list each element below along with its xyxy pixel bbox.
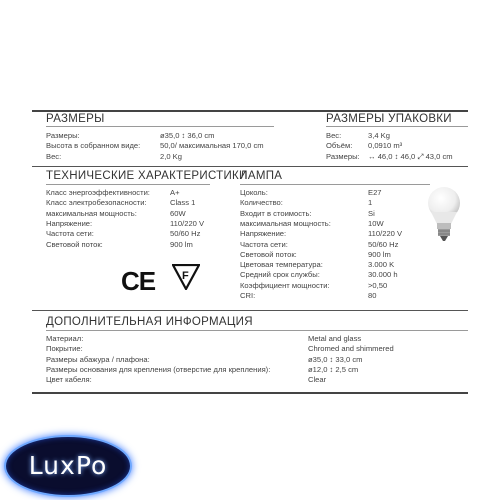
row-label: Средний срок службы: <box>240 270 320 280</box>
technical-divider <box>46 184 210 185</box>
package-title: РАЗМЕРЫ УПАКОВКИ <box>326 113 452 125</box>
row-label: Световой поток: <box>46 239 103 249</box>
lower-divider <box>32 310 468 311</box>
row-label: Напряжение: <box>46 218 93 228</box>
row-value: ↔ 46,0 ↕ 46,0 ⤢ 43,0 cm <box>368 151 453 161</box>
row-value: Si <box>368 208 375 218</box>
row-value: ø35,0 ↕ 33,0 cm <box>308 354 363 364</box>
row-value: 10W <box>368 218 384 228</box>
row-label: Количество: <box>240 198 283 208</box>
row-value: 80 <box>368 291 377 300</box>
additional-title: ДОПОЛНИТЕЛЬНАЯ ИНФОРМАЦИЯ <box>46 316 253 328</box>
dimensions-title: РАЗМЕРЫ <box>46 113 105 125</box>
row-label: Материал: <box>46 334 84 343</box>
row-value: 900 lm <box>170 239 193 249</box>
row-label: Частота сети: <box>46 229 94 239</box>
row-label: Цвет кабеля: <box>46 375 92 385</box>
bottom-divider <box>32 392 468 394</box>
luxpo-logo <box>4 435 132 497</box>
row-value: ø35,0 ↕ 36,0 cm <box>160 131 215 140</box>
bulb-image <box>426 186 462 244</box>
row-value: 0,0910 m³ <box>368 141 403 151</box>
row-value: 110/220 V <box>368 229 403 239</box>
row-label: максимальная мощность: <box>240 218 331 228</box>
row-value: A+ <box>170 188 180 197</box>
row-label: Класс энергоэффективности: <box>46 188 150 197</box>
dimensions-divider <box>46 126 274 127</box>
row-value: 1 <box>368 198 373 208</box>
row-label: Частота сети: <box>240 239 288 249</box>
row-label: Входит в стоимость: <box>240 208 312 218</box>
row-label: Напряжение: <box>240 229 287 239</box>
row-value: 900 lm <box>368 249 391 259</box>
row-value: ø12,0 ↕ 2,5 cm <box>308 364 359 374</box>
row-label: Световой поток: <box>240 249 297 259</box>
row-value: 3.000 K <box>368 260 395 270</box>
row-label: CRI: <box>240 291 256 300</box>
row-label: Вес: <box>46 151 62 161</box>
lamp-divider <box>240 184 430 185</box>
row-label: Размеры основания для крепления (отверстие для крепления): <box>46 364 271 374</box>
row-label: Размеры: <box>326 151 360 161</box>
row-label: Цветовая температура: <box>240 260 323 270</box>
row-label: Объём: <box>326 141 353 151</box>
row-value: >0,50 <box>368 280 388 290</box>
row-value: 50,0/ максимальная 170,0 cm <box>160 141 264 151</box>
lamp-title: ЛАМПА <box>240 170 283 182</box>
technical-title: ТЕХНИЧЕСКИЕ ХАРАКТЕРИСТИКИ <box>46 170 248 182</box>
row-label: Размеры: <box>46 131 80 140</box>
logo-text: LuxPo <box>28 451 108 480</box>
row-value: 30.000 h <box>368 270 398 280</box>
row-label: Класс электробезопасности: <box>46 198 147 208</box>
row-label: Покрытие: <box>46 344 83 354</box>
row-value: Clear <box>308 375 327 385</box>
row-value: 2,0 Kg <box>160 151 182 161</box>
top-divider <box>32 110 468 112</box>
row-label: Цоколь: <box>240 188 268 197</box>
row-value: 3,4 Kg <box>368 131 390 140</box>
row-value: Chromed and shimmered <box>308 344 394 354</box>
f-mark-letter: F <box>182 270 189 282</box>
row-value: Class 1 <box>170 198 196 208</box>
row-value: E27 <box>368 188 382 197</box>
f-triangle-icon <box>172 264 200 290</box>
row-label: Размеры абажура / плафона: <box>46 354 150 364</box>
package-divider <box>326 126 468 127</box>
additional-divider <box>46 330 468 331</box>
middle-divider <box>32 166 468 167</box>
row-value: Metal and glass <box>308 334 362 343</box>
row-label: максимальная мощность: <box>46 208 137 218</box>
row-value: 50/60 Hz <box>170 229 201 239</box>
row-label: Высота в собранном виде: <box>46 141 141 151</box>
row-label: Вес: <box>326 131 342 140</box>
row-value: 110/220 V <box>170 218 205 228</box>
row-value: 60W <box>170 208 186 218</box>
row-value: 50/60 Hz <box>368 239 399 249</box>
ce-mark-icon: CE <box>121 266 156 296</box>
row-label: Коэффициент мощности: <box>240 280 330 290</box>
